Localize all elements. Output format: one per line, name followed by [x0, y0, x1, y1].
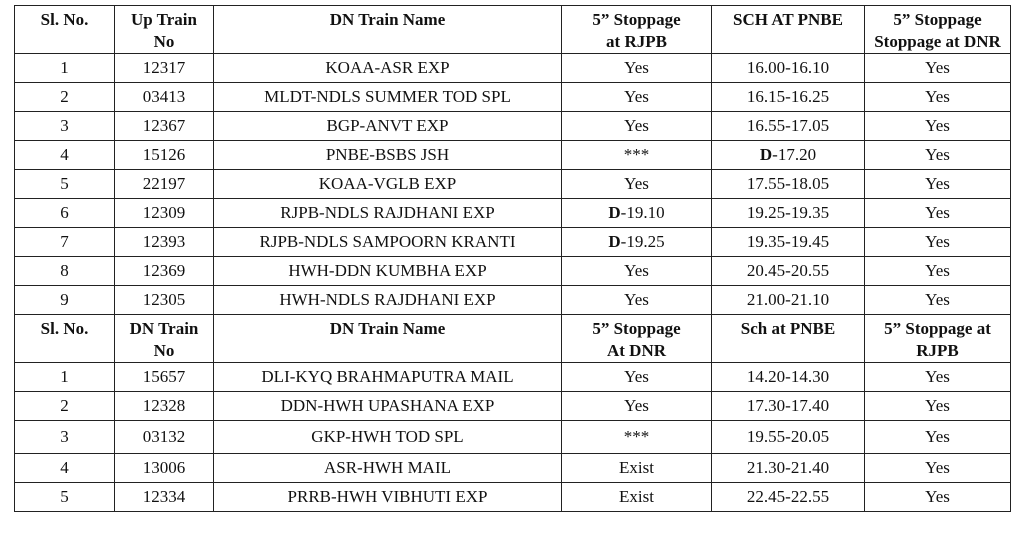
train-name-cell: DLI-KYQ BRAHMAPUTRA MAIL	[214, 363, 562, 392]
train-name-cell: BGP-ANVT EXP	[214, 112, 562, 141]
stoppage2-cell: Yes	[865, 112, 1011, 141]
stoppage-cell: Yes	[562, 112, 712, 141]
stoppage2-cell: Yes	[865, 83, 1011, 112]
stoppage2-cell: Yes	[865, 363, 1011, 392]
dn-header-sl-no: Sl. No.	[15, 315, 115, 363]
schedule-cell: 17.55-18.05	[712, 170, 865, 199]
stoppage-cell: Yes	[562, 257, 712, 286]
sl-no-cell: 9	[15, 286, 115, 315]
up-table-row	[15, 170, 1011, 199]
up-table-row	[15, 286, 1011, 315]
train-name-cell: HWH-NDLS RAJDHANI EXP	[214, 286, 562, 315]
train-no-cell: 12393	[115, 228, 214, 257]
dn-table-row	[15, 454, 1011, 483]
stoppage2-cell: Yes	[865, 257, 1011, 286]
departure-marker: D	[759, 145, 773, 164]
schedule-cell: 21.30-21.40	[712, 454, 865, 483]
up-table-row	[15, 112, 1011, 141]
stoppage-cell: Yes	[562, 170, 712, 199]
stoppage2-cell: Yes	[865, 199, 1011, 228]
up-header-sl-no: Sl. No.	[15, 6, 115, 54]
sl-no-cell: 1	[15, 54, 115, 83]
train-name-cell: DDN-HWH UPASHANA EXP	[214, 392, 562, 421]
schedule-cell: 17.30-17.40	[712, 392, 865, 421]
sl-no-cell: 4	[15, 141, 115, 170]
train-name-cell: MLDT-NDLS SUMMER TOD SPL	[214, 83, 562, 112]
train-stoppage-table	[14, 5, 1011, 512]
train-name-cell: PRRB-HWH VIBHUTI EXP	[214, 483, 562, 512]
sl-no-cell: 3	[15, 421, 115, 454]
train-no-cell: 15657	[115, 363, 214, 392]
stoppage2-cell: Yes	[865, 286, 1011, 315]
stoppage-cell: ***	[562, 421, 712, 454]
stoppage2-cell: Yes	[865, 454, 1011, 483]
schedule-cell: 19.25-19.35	[712, 199, 865, 228]
train-no-cell: 12369	[115, 257, 214, 286]
dn-header-train-name: DN Train Name	[214, 315, 562, 363]
up-header-stoppage-rjpb: 5” Stoppage at RJPB	[562, 6, 712, 54]
schedule-cell: 14.20-14.30	[712, 363, 865, 392]
stoppage-cell: Exist	[562, 483, 712, 512]
sl-no-cell: 2	[15, 83, 115, 112]
dn-section-body	[15, 363, 1011, 512]
sl-no-cell: 5	[15, 483, 115, 512]
up-header-row	[15, 6, 1011, 54]
train-no-cell: 15126	[115, 141, 214, 170]
sl-no-cell: 4	[15, 454, 115, 483]
sl-no-cell: 7	[15, 228, 115, 257]
sl-no-cell: 3	[15, 112, 115, 141]
stoppage-cell: D-19.10	[562, 199, 712, 228]
up-section-body	[15, 54, 1011, 315]
dn-table-row	[15, 363, 1011, 392]
stoppage-cell: ***	[562, 141, 712, 170]
train-no-cell: 12328	[115, 392, 214, 421]
departure-marker: D	[608, 203, 621, 222]
up-table-row	[15, 257, 1011, 286]
stoppage-cell: Yes	[562, 363, 712, 392]
departure-marker: D	[608, 232, 621, 251]
stoppage-cell: Yes	[562, 83, 712, 112]
train-name-cell: PNBE-BSBS JSH	[214, 141, 562, 170]
train-no-cell: 12334	[115, 483, 214, 512]
stoppage2-cell: Yes	[865, 54, 1011, 83]
dn-header-stoppage-dnr: 5” Stoppage At DNR	[562, 315, 712, 363]
up-table-row	[15, 199, 1011, 228]
sl-no-cell: 5	[15, 170, 115, 199]
up-table-row	[15, 141, 1011, 170]
sl-no-cell: 8	[15, 257, 115, 286]
up-table-row	[15, 54, 1011, 83]
stoppage2-cell: Yes	[865, 228, 1011, 257]
schedule-cell: 21.00-21.10	[712, 286, 865, 315]
schedule-cell: 19.55-20.05	[712, 421, 865, 454]
up-table-row	[15, 228, 1011, 257]
sl-no-cell: 2	[15, 392, 115, 421]
train-schedule-sheet	[14, 5, 1011, 512]
train-no-cell: 03132	[115, 421, 214, 454]
dn-table-row	[15, 483, 1011, 512]
stoppage-cell: Yes	[562, 54, 712, 83]
stoppage-cell: D-19.25	[562, 228, 712, 257]
train-no-cell: 22197	[115, 170, 214, 199]
train-name-cell: ASR-HWH MAIL	[214, 454, 562, 483]
up-header-train-no: Up Train No	[115, 6, 214, 54]
stoppage2-cell: Yes	[865, 141, 1011, 170]
stoppage-cell: Yes	[562, 286, 712, 315]
train-no-cell: 12309	[115, 199, 214, 228]
stoppage2-cell: Yes	[865, 170, 1011, 199]
schedule-cell: 16.00-16.10	[712, 54, 865, 83]
up-table-row	[15, 83, 1011, 112]
up-header-train-name: DN Train Name	[214, 6, 562, 54]
dn-header-row	[15, 315, 1011, 363]
train-name-cell: GKP-HWH TOD SPL	[214, 421, 562, 454]
stoppage-cell: Exist	[562, 454, 712, 483]
dn-header-sch-pnbe: Sch at PNBE	[712, 315, 865, 363]
train-no-cell: 13006	[115, 454, 214, 483]
train-name-cell: RJPB-NDLS SAMPOORN KRANTI	[214, 228, 562, 257]
schedule-cell: 16.55-17.05	[712, 112, 865, 141]
train-no-cell: 12317	[115, 54, 214, 83]
train-name-cell: RJPB-NDLS RAJDHANI EXP	[214, 199, 562, 228]
train-name-cell: HWH-DDN KUMBHA EXP	[214, 257, 562, 286]
train-no-cell: 03413	[115, 83, 214, 112]
sl-no-cell: 1	[15, 363, 115, 392]
schedule-cell: 22.45-22.55	[712, 483, 865, 512]
train-name-cell: KOAA-ASR EXP	[214, 54, 562, 83]
stoppage-cell: Yes	[562, 392, 712, 421]
stoppage2-cell: Yes	[865, 483, 1011, 512]
stoppage2-cell: Yes	[865, 392, 1011, 421]
schedule-cell: 16.15-16.25	[712, 83, 865, 112]
train-no-cell: 12305	[115, 286, 214, 315]
schedule-cell: D-17.20	[712, 141, 865, 170]
schedule-cell: 20.45-20.55	[712, 257, 865, 286]
schedule-cell: 19.35-19.45	[712, 228, 865, 257]
train-name-cell: KOAA-VGLB EXP	[214, 170, 562, 199]
dn-header-stoppage-rjpb: 5” Stoppage at RJPB	[865, 315, 1011, 363]
stoppage2-cell: Yes	[865, 421, 1011, 454]
up-header-sch-pnbe: SCH AT PNBE	[712, 6, 865, 54]
dn-header-train-no: DN Train No	[115, 315, 214, 363]
train-no-cell: 12367	[115, 112, 214, 141]
dn-table-row	[15, 392, 1011, 421]
sl-no-cell: 6	[15, 199, 115, 228]
up-header-stoppage-dnr: 5” Stoppage Stoppage at DNR	[865, 6, 1011, 54]
dn-table-row	[15, 421, 1011, 454]
